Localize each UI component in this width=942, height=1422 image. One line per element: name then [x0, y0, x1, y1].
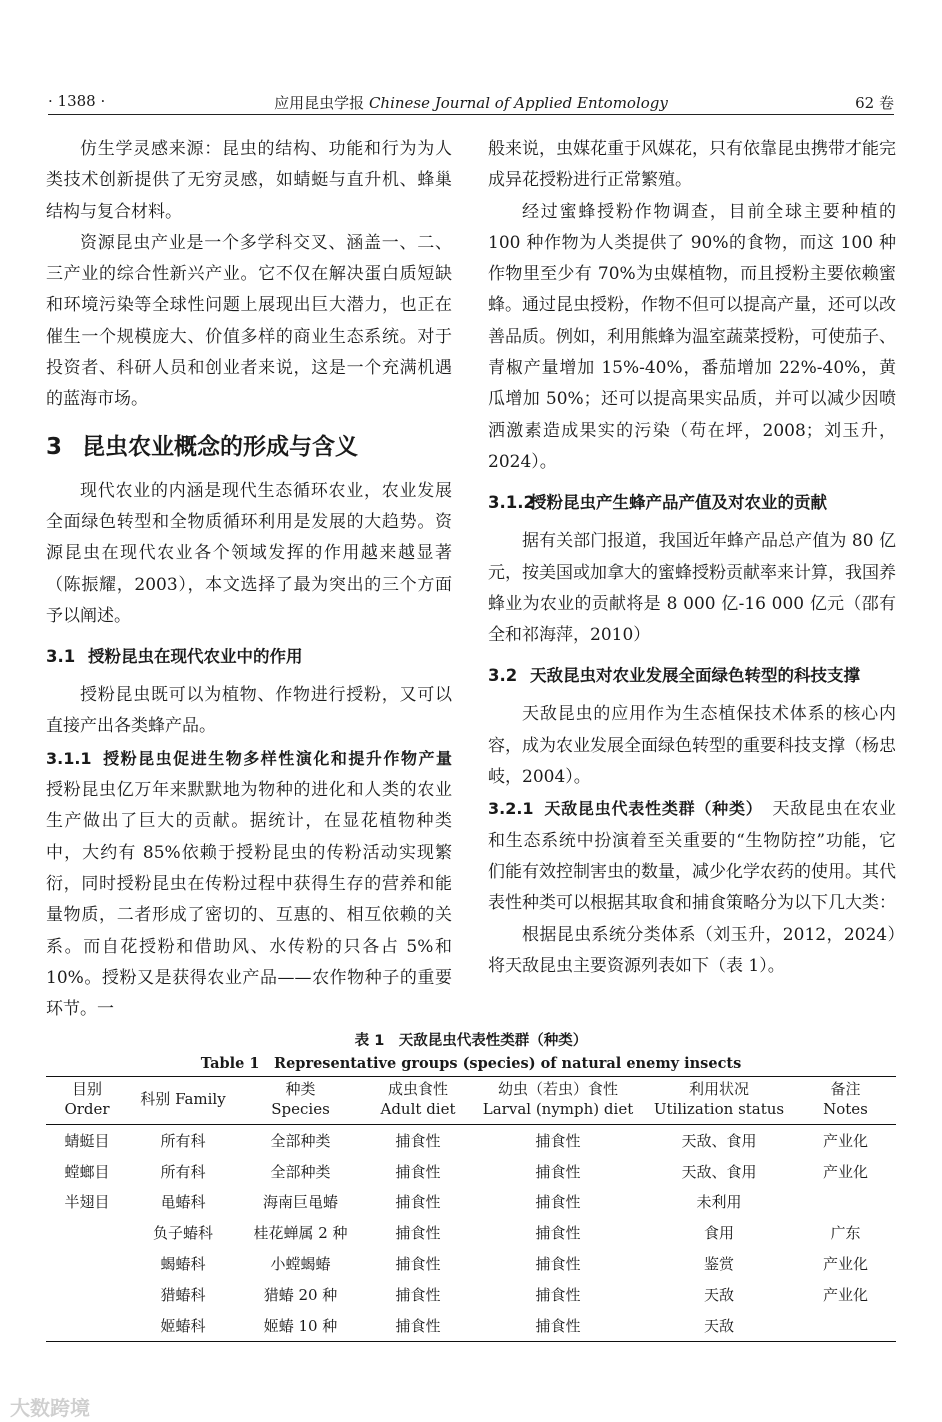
right-column	[488, 134, 896, 982]
paragraph: 授粉昆虫既可以为植物、作物进行授粉，又可以直接产出各类蜂产品。	[46, 685, 452, 737]
paragraph: 根据昆虫系统分类体系（刘玉升，2012，2024）将天敌昆虫主要资源列表如下（表 1）。	[488, 924, 896, 976]
section-heading-3-1: 3.1 授粉昆虫在现代农业中的作用	[46, 647, 303, 667]
header-notes: 备注 Notes	[795, 1077, 896, 1125]
section-heading-3-2: 3.2 天敌昆虫对农业发展全面绿色转型的科技支撑	[488, 666, 860, 686]
section-heading-3-1-2: 3.1.2授粉昆虫产生蜂产品产值及对农业的贡献	[488, 493, 827, 513]
left-column	[46, 134, 452, 1025]
paragraph: 天敌昆虫的应用作为生态植保技术体系的核心内容，成为农业发展全面绿色转型的重要科技支撑（杨忠岐，2004）。	[488, 704, 896, 788]
paragraph: 现代农业的内涵是现代生态循环农业，农业发展全面绿色转型和全物质循环利用是发展的大趋势。资源昆虫在现代农业各个领域发挥的作用越来越显著（陈振耀，2003），本文选择了最为突出的三个方面予以阐述。	[46, 480, 452, 626]
paragraph: 资源昆虫产业是一个多学科交叉、涵盖一、二、三产业的综合性新兴产业。它不仅在解决蛋白质短缺和环境污染等全球性问题上展现出巨大潜力，也正在催生一个规模庞大、价值多样的商业生态系统。对于投资者、科研人员和创业者来说，这是一个充满机遇的蓝海市场。	[46, 232, 452, 410]
journal-title	[48, 92, 894, 113]
inline-heading-3-2-1: 3.2.1 天敌昆虫代表性类群（种类）	[488, 799, 755, 819]
table-caption-zh: 表 1 天敌昆虫代表性类群（种类）	[354, 1033, 588, 1049]
header-species: 种类 Species	[238, 1077, 363, 1125]
header-larval-diet: 幼虫（若虫）食性 Larval (nymph) diet	[473, 1077, 643, 1125]
paragraph: 经过蜜蜂授粉作物调查，目前全球主要种植的 100 种作物为人类提供了 90%的食物，而这 100 种作物里至少有 70%为虫媒植物，而且授粉主要依赖蜜蜂。通过昆虫授粉，作物不但可以提高产量，还可以改善品质。例如，利用熊蜂为温室蔬菜授粉，可使茄子、青椒产量增加 15%-40%，番茄增加 22%-40%，黄瓜增加 50%；还可以提高果实品质，并可以减少因喷洒激素造成果实的污染（苟在坪，2008；刘玉升，2024）。	[488, 201, 896, 472]
table-row: 蜻蜓目 所有科 全部种类 捕食性 捕食性 天敌、食用 产业化	[64, 1131, 868, 1150]
paragraph: 般来说，虫媒花重于风媒花，只有依靠昆虫携带才能完成异花授粉进行正常繁殖。	[488, 139, 896, 191]
table-header-row	[46, 1077, 896, 1125]
page-number: · 1388 ·	[48, 92, 106, 110]
volume-label: 62 卷	[855, 94, 894, 112]
paragraph-3-2-1: 3.2.1 天敌昆虫代表性类群（种类） 天敌昆虫在农业和生态系统中扮演着至关重要的“生物防控”功能，它们能有效控制害虫的数量，减少化学农药的使用。其代表性种类可以根据其取食和捕食策略分为以下几大类：	[488, 799, 897, 914]
natural-enemy-table	[46, 1076, 896, 1342]
watermark: 大数跨境	[10, 1396, 90, 1420]
journal-title-zh: 应用昆虫学报	[274, 94, 365, 112]
table-row: 猎蝽科 猎蝽 20 种 捕食性 捕食性 天敌 产业化	[160, 1285, 868, 1304]
table-caption-en: Table 1 Representative groups (species) of natural enemy insects	[200, 1055, 742, 1072]
paragraph: 仿生学灵感来源：昆虫的结构、功能和行为为人类技术创新提供了无穷灵感，如蜻蜓与直升机、蜂巢结构与复合材料。	[46, 139, 452, 222]
inline-heading-3-1-1: 3.1.1 授粉昆虫促进生物多样性演化和提升作物产量	[46, 748, 452, 768]
header-adult-diet: 成虫食性 Adult diet	[363, 1077, 473, 1125]
journal-title-en: Chinese Journal of Applied Entomology	[368, 94, 668, 112]
table-row: 半翅目 黾蝽科 海南巨黾蝽 捕食性 捕食性 未利用	[64, 1193, 742, 1212]
header-family: 科别 Family	[128, 1077, 238, 1125]
section-heading-3: 3 昆虫农业概念的形成与含义	[46, 433, 358, 460]
running-header	[48, 90, 894, 115]
header-order: 目别 Order	[46, 1077, 128, 1125]
paragraph: 据有关部门报道，我国近年蜂产品总产值为 80 亿元，按美国或加拿大的蜜蜂授粉贡献率来计算，我国养蜂业为农业的贡献将是 8 000 亿-16 000 亿元（邵有全和祁海萍，2010）	[488, 531, 896, 646]
paragraph-3-1-1: 3.1.1 授粉昆虫促进生物多样性演化和提升作物产量 授粉昆虫亿万年来默默地为物种的进化和人类的农业生产做出了巨大的贡献。据统计，在显花植物种类中，大约有 85%依赖于授粉昆虫的传粉活动实现繁衍，同时授粉昆虫在传粉过程中获得生存的营养和能量物质，二者形成了密切的、互惠的、相互依赖的关系。而自花授粉和借助风、水传粉的只各占 5%和 10%。授粉又是获得农业产品——农作物种子的重要环节。一	[46, 748, 452, 1020]
table-row: 负子蝽科 桂花蝉属 2 种 捕食性 捕食性 食用 广东	[152, 1224, 861, 1243]
header-utilization: 利用状况 Utilization status	[643, 1077, 795, 1125]
table-row: 螳螂目 所有科 全部种类 捕食性 捕食性 天敌、食用 产业化	[64, 1162, 868, 1181]
table-row: 姬蝽科 姬蝽 10 种 捕食性 捕食性 天敌	[46, 1310, 896, 1341]
table-row: 蝎蝽科 小螳蝎蝽 捕食性 捕食性 鉴赏 产业化	[160, 1255, 868, 1274]
